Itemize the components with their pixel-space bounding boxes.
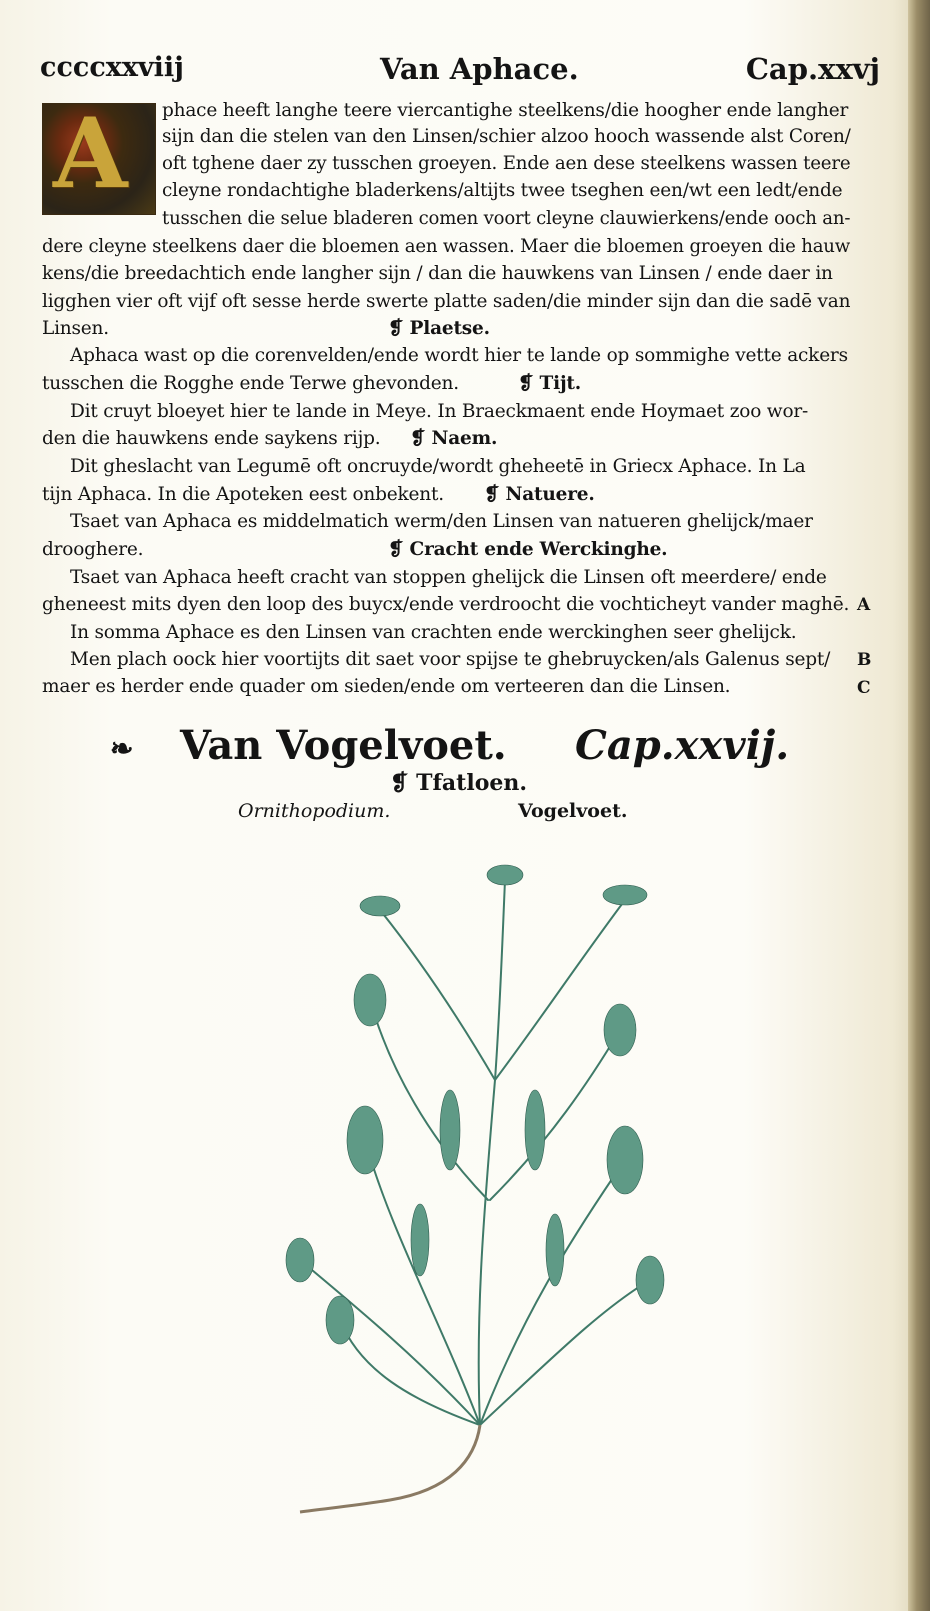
text-line: Men plach oock hier voortijts dit saet voor spijse te ghebruycken/als Galenus sept/ [70,649,831,670]
text-line: sijn dan die stelen van den Linsen/schier alzoo hooch wassende alst Coren/ [162,126,851,147]
text-line: Linsen. [42,318,109,339]
text-line: cleyne rondachtighe bladerkens/altijts twee tseghen een/wt een ledt/ende [162,180,843,201]
chapter-number: Cap.xxvij. [575,722,790,769]
heading-naem: ❡ Naem. [410,428,498,449]
text-line: den die hauwkens ende saykens rijp. [42,428,381,449]
figure-caption: ❡ Tfatloen. [390,770,528,796]
heading-plaetse: ❡ Plaetse. [388,318,490,339]
heading-cracht: ❡ Cracht ende Werckinghe. [388,539,668,560]
text-line: ligghen vier oft vijf oft sesse herde swerte platte saden/die minder sijn dan die sadē van [42,291,851,312]
text-line: kens/die breedachtich ende langher sijn / dan die hauwkens van Linsen / ende daer in [42,263,833,284]
text-line: oft tghene daer zy tusschen groeyen. Ende aen dese steelkens wassen teere [162,153,851,174]
margin-note-c: C [857,678,871,698]
text-line: Dit cruyt bloeyet hier te lande in Meye. In Braeckmaent ende Hoymaet zoo wor- [70,401,809,422]
text-line: phace heeft langhe teere viercantighe steelkens/die hoogher ende langher [162,100,849,121]
text-line: In somma Aphace es den Linsen van crachten ende werckinghen seer ghelijck. [70,622,797,643]
running-title: Van Aphace. [380,52,579,86]
heading-tijt: ❡ Tijt. [518,373,582,394]
running-header [40,52,880,94]
text-line: Tsaet van Aphaca es middelmatich werm/den Linsen van natueren ghelijck/maer [70,511,813,532]
chapter-heading [110,722,810,774]
text-line: Tsaet van Aphaca heeft cracht van stoppen ghelijck die Linsen oft meerdere/ ende [70,567,827,588]
initial-letter: A [53,97,128,210]
text-line: dere cleyne steelkens daer die bloemen aen wassen. Maer die bloemen groeyen die hauw [42,236,851,257]
chapter-number-header: Cap.xxvj [745,52,880,86]
text-line: Dit gheslacht van Legumē oft oncruyde/wordt gheheetē in Griecx Aphace. In La [70,456,806,477]
plant-illustration [270,840,690,1530]
page-edge [908,0,930,1611]
heading-natuere: ❡ Natuere. [484,484,595,505]
decorated-initial [42,97,156,215]
chapter-title: Van Vogelvoet. [180,722,507,769]
text-line: drooghere. [42,539,144,560]
text-line: Aphaca wast op die corenvelden/ende wordt hier te lande op sommighe vette ackers [70,345,848,366]
text-line: maer es herder ende quader om sieden/ende om verteeren dan die Linsen. [42,676,731,697]
root [300,1425,480,1512]
fleuron-icon: ❧ [110,732,134,765]
text-line: tusschen die Rogghe ende Terwe ghevonden. [42,373,459,394]
main-stem [479,880,505,1425]
dutch-name: Vogelvoet. [518,800,628,822]
text-line: tusschen die selue bladeren comen voort cleyne clauwierkens/ende ooch an- [162,208,851,229]
text-line: gheneest mits dyen den loop des buycx/ende verdroocht die vochticheyt vander maghē. [42,594,850,615]
margin-note-b: B [857,650,872,670]
margin-note-a: A [857,595,871,615]
latin-name: Ornithopodium. [238,800,391,822]
folio-number: ccccxxviij [40,52,184,83]
text-line: tijn Aphaca. In die Apoteken eest onbekent. [42,484,444,505]
